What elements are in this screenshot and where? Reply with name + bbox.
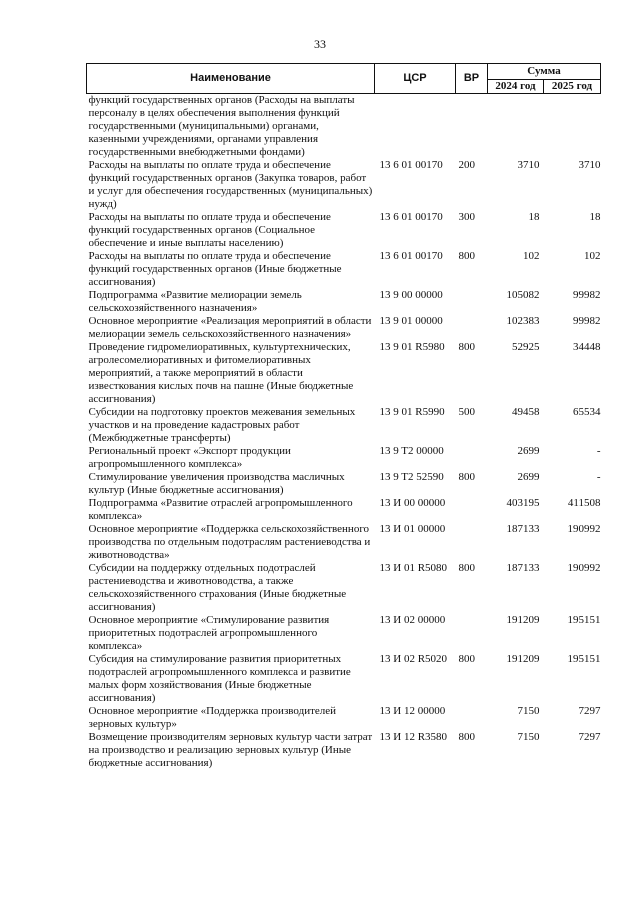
cell-name: Расходы на выплаты по оплате труда и обеспечение функций государственных органов (Иные бюджетные ассигнования)	[88, 250, 342, 288]
table-row	[87, 406, 601, 445]
cell-2025	[544, 94, 601, 160]
cell-name: Основное мероприятие «Реализация мероприятий в области мелиорации земель сельскохозяйственного назначения»	[88, 315, 372, 340]
cell-name: Основное мероприятие «Поддержка производителей зерновых культур»	[88, 705, 337, 730]
cell-2024: 3710	[517, 159, 540, 171]
cell-2024: 7150	[517, 731, 540, 743]
cell-2024: 2699	[517, 445, 540, 457]
table-row	[87, 731, 601, 770]
cell-vr: 800	[458, 250, 475, 262]
cell-vr: 800	[458, 653, 475, 665]
cell-2025: -	[596, 445, 601, 457]
cell-vr	[456, 315, 488, 341]
cell-vr: 500	[458, 406, 475, 418]
cell-2025: 65534	[573, 406, 601, 418]
table-header	[87, 64, 601, 94]
cell-2024: 191209	[506, 614, 540, 626]
cell-vr: 800	[458, 341, 475, 353]
cell-name: Подпрограмма «Развитие мелиорации земель сельскохозяйственного назначения»	[88, 289, 302, 314]
cell-csr: 13 И 01 R5080	[379, 562, 448, 574]
cell-vr	[456, 445, 488, 471]
cell-2025: 7297	[578, 731, 601, 743]
budget-table	[86, 63, 601, 770]
cell-name: Расходы на выплаты по оплате труда и обеспечение функций государственных органов (Закупка товаров, работ и услуг для обеспечения государственных (муниципальных) нужд)	[88, 159, 373, 210]
table-row	[87, 94, 601, 160]
cell-2025: 411508	[567, 497, 601, 509]
cell-vr	[456, 497, 488, 523]
cell-2024: 2699	[517, 471, 540, 483]
cell-2024: 187133	[506, 562, 540, 574]
cell-vr: 300	[458, 211, 475, 223]
cell-name: функций государственных органов (Расходы на выплаты персоналу в целях обеспечения выполнения функций государственными (муниципальными) органами, казенными учреждениями, органами управления государственными внебюджетными фондами)	[88, 94, 355, 158]
header-year-2025: 2025 год	[544, 80, 601, 94]
cell-name: Основное мероприятие «Поддержка сельскохозяйственного производства по отдельным подотраслям растениеводства и животноводства»	[88, 523, 371, 561]
cell-2025: 99982	[573, 315, 601, 327]
table-row	[87, 653, 601, 705]
cell-name: Субсидия на стимулирование развития приоритетных подотраслей агропромышленного комплекса и развитие малых форм хозяйствования (Иные бюджетные ассигнования)	[88, 653, 351, 704]
cell-name: Расходы на выплаты по оплате труда и обеспечение функций государственных органов (Социальное обеспечение и иные выплаты населению)	[88, 211, 331, 249]
cell-vr	[456, 523, 488, 562]
cell-vr: 800	[458, 471, 475, 483]
header-name: Наименование	[87, 64, 375, 94]
cell-2024: 7150	[517, 705, 540, 717]
cell-csr: 13 6 01 00170	[379, 159, 443, 171]
cell-name: Проведение гидромелиоративных, культуртехнических, агролесомелиоративных и фитомелиоративных мероприятий, а также мероприятий в области известкования кислых почв на пашне (Иные бюджетные ассигнования)	[88, 341, 354, 405]
cell-csr: 13 9 01 R5990	[379, 406, 445, 418]
cell-2024	[488, 94, 544, 160]
table-row	[87, 315, 601, 341]
cell-2024: 105082	[506, 289, 540, 301]
header-sum: Сумма	[488, 64, 601, 80]
cell-csr: 13 9 00 00000	[379, 289, 443, 301]
table-row	[87, 614, 601, 653]
cell-2025: 3710	[578, 159, 601, 171]
table-row	[87, 341, 601, 406]
cell-name: Основное мероприятие «Стимулирование развития приоритетных подотраслей агропромышленного комплекса»	[88, 614, 330, 652]
cell-2025: -	[596, 471, 601, 483]
cell-2025: 34448	[573, 341, 601, 353]
cell-2025: 190992	[567, 523, 601, 535]
header-vr: ВР	[456, 64, 488, 94]
cell-2025: 7297	[578, 705, 601, 717]
table-row	[87, 289, 601, 315]
cell-2024: 403195	[506, 497, 540, 509]
cell-2025: 99982	[573, 289, 601, 301]
cell-2024: 18	[528, 211, 540, 223]
table-row	[87, 562, 601, 614]
cell-2024: 187133	[506, 523, 540, 535]
table-row	[87, 445, 601, 471]
cell-2024: 102383	[506, 315, 540, 327]
cell-vr	[456, 614, 488, 653]
cell-csr: 13 6 01 00170	[379, 211, 443, 223]
header-csr: ЦСР	[375, 64, 456, 94]
cell-2024: 49458	[512, 406, 540, 418]
cell-2024: 52925	[512, 341, 540, 353]
table-row	[87, 497, 601, 523]
cell-csr: 13 И 02 R5020	[379, 653, 448, 665]
table-row	[87, 159, 601, 211]
cell-2025: 195151	[567, 653, 601, 665]
cell-csr: 13 9 01 R5980	[379, 341, 445, 353]
cell-csr	[375, 94, 456, 160]
cell-csr: 13 И 12 00000	[379, 705, 446, 717]
cell-csr: 13 И 12 R3580	[379, 731, 448, 743]
cell-csr: 13 И 00 00000	[379, 497, 446, 509]
cell-vr: 200	[458, 159, 475, 171]
cell-csr: 13 И 02 00000	[379, 614, 446, 626]
table-body	[87, 94, 601, 771]
cell-vr: 800	[458, 562, 475, 574]
cell-2025: 18	[589, 211, 601, 223]
cell-name: Подпрограмма «Развитие отраслей агропромышленного комплекса»	[88, 497, 353, 522]
cell-csr: 13 6 01 00170	[379, 250, 443, 262]
cell-csr: 13 9 T2 00000	[379, 445, 444, 457]
cell-name: Возмещение производителям зерновых культур части затрат на производство и реализацию зерновых культур (Иные бюджетные ассигнования)	[88, 731, 373, 769]
table-row	[87, 471, 601, 497]
page-number: 33	[314, 37, 326, 51]
cell-2024: 102	[523, 250, 540, 262]
table-row	[87, 250, 601, 289]
header-year-2024: 2024 год	[488, 80, 544, 94]
cell-2024: 191209	[506, 653, 540, 665]
cell-name: Субсидии на поддержку отдельных подотраслей растениеводства и животноводства, а также сельскохозяйственного страхования (Иные бюджетные ассигнования)	[88, 562, 347, 613]
table-row	[87, 523, 601, 562]
cell-csr: 13 9 01 00000	[379, 315, 443, 327]
table-row	[87, 705, 601, 731]
cell-vr	[456, 94, 488, 160]
cell-vr: 800	[458, 731, 475, 743]
cell-2025: 195151	[567, 614, 601, 626]
cell-vr	[456, 289, 488, 315]
cell-vr	[456, 705, 488, 731]
cell-name: Стимулирование увеличения производства масличных культур (Иные бюджетные ассигнования)	[88, 471, 345, 496]
cell-2025: 190992	[567, 562, 601, 574]
table-row	[87, 211, 601, 250]
cell-2025: 102	[584, 250, 601, 262]
cell-name: Субсидии на подготовку проектов межевания земельных участков и на проведение кадастровых работ (Межбюджетные трансферты)	[88, 406, 356, 444]
cell-csr: 13 9 T2 52590	[379, 471, 444, 483]
cell-name: Региональный проект «Экспорт продукции агропромышленного комплекса»	[88, 445, 291, 470]
cell-csr: 13 И 01 00000	[379, 523, 446, 535]
